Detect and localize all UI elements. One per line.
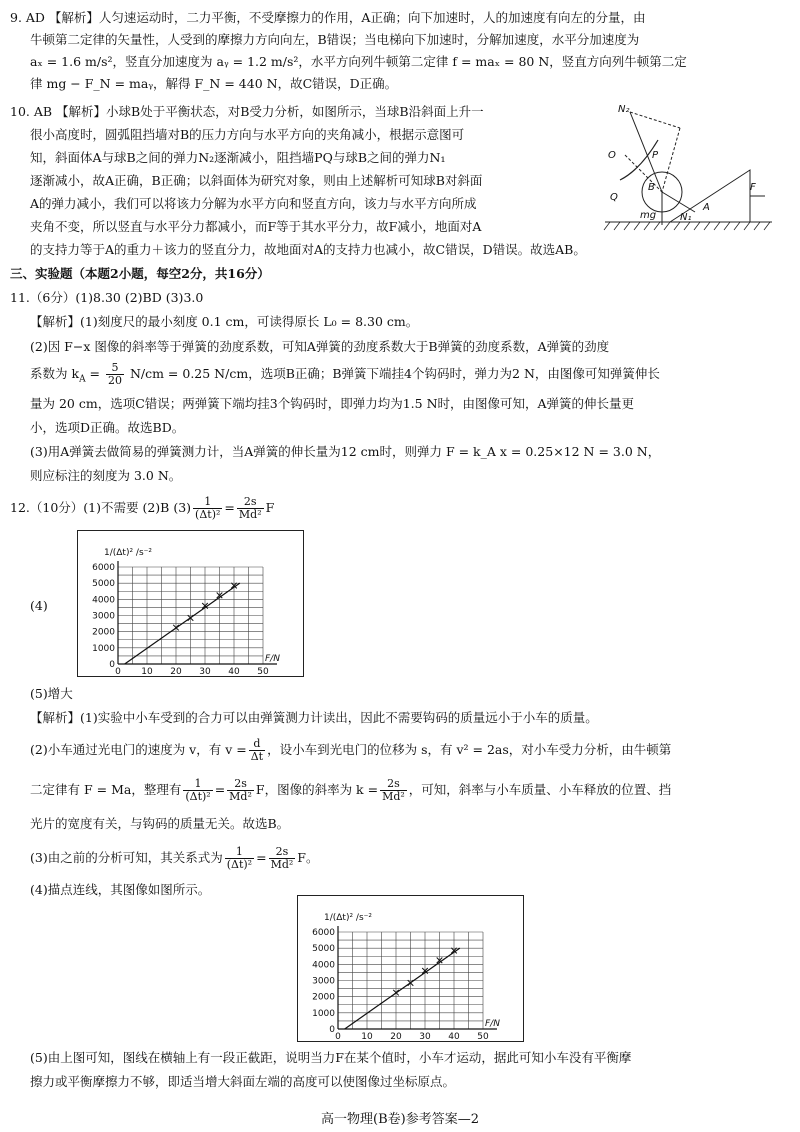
x-tick-label: 50 bbox=[477, 1032, 489, 1041]
x-tick-label: 10 bbox=[141, 667, 153, 676]
frac-a bbox=[183, 778, 212, 803]
label-f: F bbox=[750, 182, 756, 193]
y-tick-label: 0 bbox=[109, 660, 115, 670]
y-tick-label: 1000 bbox=[312, 1008, 335, 1019]
frac-den: Md² bbox=[382, 790, 405, 803]
q12-para-1: 【解析】(1)实验中小车受到的合力可以由弹簧测力计读出，因此不需要钩码的质量远小于小车的质量。 bbox=[30, 710, 598, 725]
y-tick-label: 1000 bbox=[92, 643, 115, 654]
x-tick-label: 30 bbox=[419, 1032, 431, 1041]
q11-line-4: 量为 20 cm，选项C错误；两弹簧下端均挂3个钩码时，即弹力均为1.5 N时，由图像可知，A弹簧的伸长量更 bbox=[30, 396, 635, 411]
frac-num: 1 bbox=[193, 496, 222, 509]
label-b: B bbox=[648, 182, 655, 193]
section-3-heading: 三、实验题（本题2小题，每空2分，共16分） bbox=[10, 266, 270, 281]
label-n2: N₂ bbox=[618, 104, 630, 115]
q12-answer-text: 12.（10分）(1)不需要 (2)B (3) bbox=[10, 500, 192, 515]
x-tick-label: 0 bbox=[115, 667, 121, 676]
x-tick-label: 10 bbox=[361, 1032, 373, 1041]
q10-line-6: 夹角不变，所以竖直与水平分力都减小，而F等于其水平分力，故F减小，地面对A bbox=[30, 219, 482, 234]
q11-line-2: (2)因 F−x 图像的斜率等于弹簧的劲度系数，可知A弹簧的劲度系数大于B弹簧的劲度系数，A弹簧的劲度 bbox=[30, 339, 610, 354]
frac-num: 2s bbox=[269, 846, 296, 859]
q9-line-4: 律 mg − F_N = maᵧ，解得 F_N = 440 N，故C错误，D正确。 bbox=[30, 76, 398, 91]
q11-line-3a: 系数为 k bbox=[30, 366, 80, 381]
y-tick-label: 4000 bbox=[312, 960, 335, 971]
y-tick-label: 4000 bbox=[92, 595, 115, 606]
q12-label-4: (4) bbox=[30, 598, 48, 613]
y-tick-label: 2000 bbox=[92, 627, 115, 638]
frac-den: (Δt)² bbox=[185, 790, 211, 803]
frac-den: (Δt)² bbox=[226, 858, 253, 871]
q10-line-1: 10. AB 【解析】小球B处于平衡状态，对B受力分析，如图所示，当球B沿斜面上升一 bbox=[10, 104, 484, 119]
frac-c bbox=[380, 778, 407, 803]
q10-line-4: 逐渐减小，故A正确，B正确；以斜面体为研究对象，则由上述解析可知球B对斜面 bbox=[30, 173, 483, 188]
q12-para-2a: (2)小车通过光电门的速度为 v，有 v = bbox=[30, 742, 247, 757]
q11-line-7: 则应标注的刻度为 3.0 N。 bbox=[30, 468, 182, 483]
q12-para-8: 擦力或平衡摩擦力不够，即适当增大斜面左端的高度可以使图像过坐标原点。 bbox=[30, 1074, 456, 1089]
q12-answer-5: (5)增大 bbox=[30, 686, 73, 701]
q12-para-3a: 二定律有 F = Ma，整理有 bbox=[30, 782, 182, 797]
label-o: O bbox=[608, 150, 616, 161]
y-tick-label: 5000 bbox=[312, 944, 335, 955]
q12-para-2 bbox=[30, 738, 671, 763]
ground-hatch bbox=[604, 222, 770, 230]
frac-den: (Δt)² bbox=[195, 508, 221, 521]
chart-1-frame bbox=[77, 530, 304, 677]
q10-line-2: 很小高度时，圆弧阻挡墙对B的压力方向与水平方向的夹角减小，根据示意图可 bbox=[30, 127, 465, 142]
label-p: P bbox=[652, 150, 659, 161]
q12-para-3 bbox=[30, 778, 671, 803]
q12-para-5a: (3)由之前的分析可知，其关系式为 bbox=[30, 850, 223, 865]
frac-num: 1 bbox=[183, 778, 212, 791]
q12-para-2b: ，设小车到光电门的位移为 s，有 v² = 2as，对小车受力分析，由牛顿第 bbox=[267, 742, 672, 757]
frac-den: Md² bbox=[238, 508, 262, 521]
q9-line-1: 9. AD 【解析】人匀速运动时，二力平衡，不受摩擦力的作用，A正确；向下加速时，人的加速度有向左的分量，由 bbox=[10, 10, 646, 25]
label-mg: mg bbox=[640, 210, 657, 221]
label-a: A bbox=[703, 202, 710, 213]
frac-d bbox=[225, 846, 254, 871]
y-tick-label: 2000 bbox=[312, 992, 335, 1003]
q10-line-5: A的弹力减小，我们可以将该力分解为水平方向和竖直方向，该力与水平方向所成 bbox=[30, 196, 477, 211]
frac-e bbox=[269, 846, 296, 871]
q11-frac-num: 5 bbox=[106, 362, 124, 375]
q11-answer: 11.（6分）(1)8.30 (2)BD (3)3.0 bbox=[10, 290, 204, 305]
x-axis-label: F/N bbox=[485, 1019, 500, 1029]
q9-line-3: aₓ = 1.6 m/s²，竖直分加速度为 aᵧ = 1.2 m/s²，水平方向列牛顿第二定律 f = maₓ = 80 N，竖直方向列牛顿第二定 bbox=[30, 54, 687, 69]
frac-num: 2s bbox=[380, 778, 407, 791]
chart-2 bbox=[298, 896, 523, 1041]
q12-para-5 bbox=[30, 846, 318, 871]
frac-num: 1 bbox=[225, 846, 254, 859]
x-tick-label: 50 bbox=[257, 667, 269, 676]
frac-b bbox=[227, 778, 254, 803]
x-tick-label: 40 bbox=[448, 1032, 460, 1041]
q10-line-3: 知，斜面体A与球B之间的弹力N₂逐渐减小，阻挡墙PQ与球B之间的弹力N₁ bbox=[30, 150, 446, 165]
n1-arrow bbox=[662, 192, 695, 212]
y-tick-label: 6000 bbox=[312, 928, 335, 938]
x-tick-label: 40 bbox=[228, 667, 240, 676]
q12-para-7: (5)由上图可知，图线在横轴上有一段正截距，说明当力F在某个值时，小车才运动，据此可知小车没有平衡摩 bbox=[30, 1050, 632, 1065]
frac-num: 2s bbox=[227, 778, 254, 791]
q11-line-5: 小，选项D正确。故选BD。 bbox=[30, 420, 185, 435]
q12-para-4: 光片的宽度有关，与钩码的质量无关。故选B。 bbox=[30, 816, 290, 831]
x-axis-label: F/N bbox=[265, 654, 280, 664]
q12-para-6: (4)描点连线，其图像如图所示。 bbox=[30, 882, 211, 897]
eq-sign: = bbox=[214, 782, 226, 797]
eq-sign: = bbox=[256, 850, 267, 865]
q11-line-3 bbox=[30, 362, 660, 388]
frac-den: Md² bbox=[229, 790, 252, 803]
q12-para-5b: F。 bbox=[297, 850, 319, 865]
q12-frac-2 bbox=[237, 496, 264, 521]
q12-para-2-frac bbox=[249, 738, 265, 763]
y-axis-label: 1/(Δt)² /s⁻² bbox=[104, 548, 153, 558]
q11-line-6: (3)用A弹簧去做简易的弹簧测力计，当A弹簧的伸长量为12 cm时，则弹力 F = k_A x = 0.25×12 N = 3.0 N， bbox=[30, 444, 661, 459]
frac-num: d bbox=[249, 738, 265, 751]
eq-sign: = bbox=[224, 500, 235, 515]
q11-frac-den: 20 bbox=[107, 374, 122, 387]
y-tick-label: 5000 bbox=[92, 579, 115, 590]
frac-den: Δt bbox=[250, 750, 264, 763]
frac-den: Md² bbox=[270, 858, 294, 871]
page-footer: 高一物理(B卷)参考答案—2 bbox=[321, 1112, 479, 1127]
q11-eq: = bbox=[85, 366, 104, 381]
q11-fraction bbox=[106, 362, 124, 387]
x-tick-label: 0 bbox=[335, 1032, 341, 1041]
q11-k-sub: A bbox=[79, 374, 86, 385]
chart-1 bbox=[78, 531, 303, 676]
q12-frac-1 bbox=[193, 496, 222, 521]
label-q: Q bbox=[610, 192, 618, 203]
y-axis-label: 1/(Δt)² /s⁻² bbox=[324, 913, 373, 923]
force-diagram bbox=[600, 100, 775, 235]
f-symbol: F bbox=[265, 500, 275, 515]
frac-num: 2s bbox=[237, 496, 264, 509]
q10-line-7: 的支持力等于A的重力＋该力的竖直分力，故地面对A的支持力也减小，故C错误，D错误。故选AB。 bbox=[30, 242, 586, 257]
q12-para-3c: ，可知，斜率与小车质量、小车释放的位置、挡 bbox=[408, 782, 672, 797]
y-tick-label: 0 bbox=[329, 1025, 335, 1035]
q12-para-3b: F，图像的斜率为 k = bbox=[255, 782, 379, 797]
q11-line-1: 【解析】(1)刻度尺的最小刻度 0.1 cm，可读得原长 L₀ = 8.30 cm。 bbox=[30, 314, 419, 329]
label-n1: N₁ bbox=[680, 212, 692, 223]
x-tick-label: 20 bbox=[390, 1032, 402, 1041]
chart-2-frame bbox=[297, 895, 524, 1042]
y-tick-label: 3000 bbox=[312, 976, 335, 987]
x-tick-label: 30 bbox=[199, 667, 211, 676]
x-tick-label: 20 bbox=[170, 667, 182, 676]
q12-answer bbox=[10, 496, 274, 521]
q11-line-3b: N/cm = 0.25 N/cm，选项B正确；B弹簧下端挂4个钩码时，弹力为2 N，由图像可知弹簧伸长 bbox=[125, 366, 660, 381]
q9-line-2: 牛顿第二定律的矢量性，人受到的摩擦力方向向左，B错误；当电梯向下加速时，分解加速度，水平分加速度为 bbox=[30, 32, 640, 47]
y-tick-label: 6000 bbox=[92, 563, 115, 573]
y-tick-label: 3000 bbox=[92, 611, 115, 622]
